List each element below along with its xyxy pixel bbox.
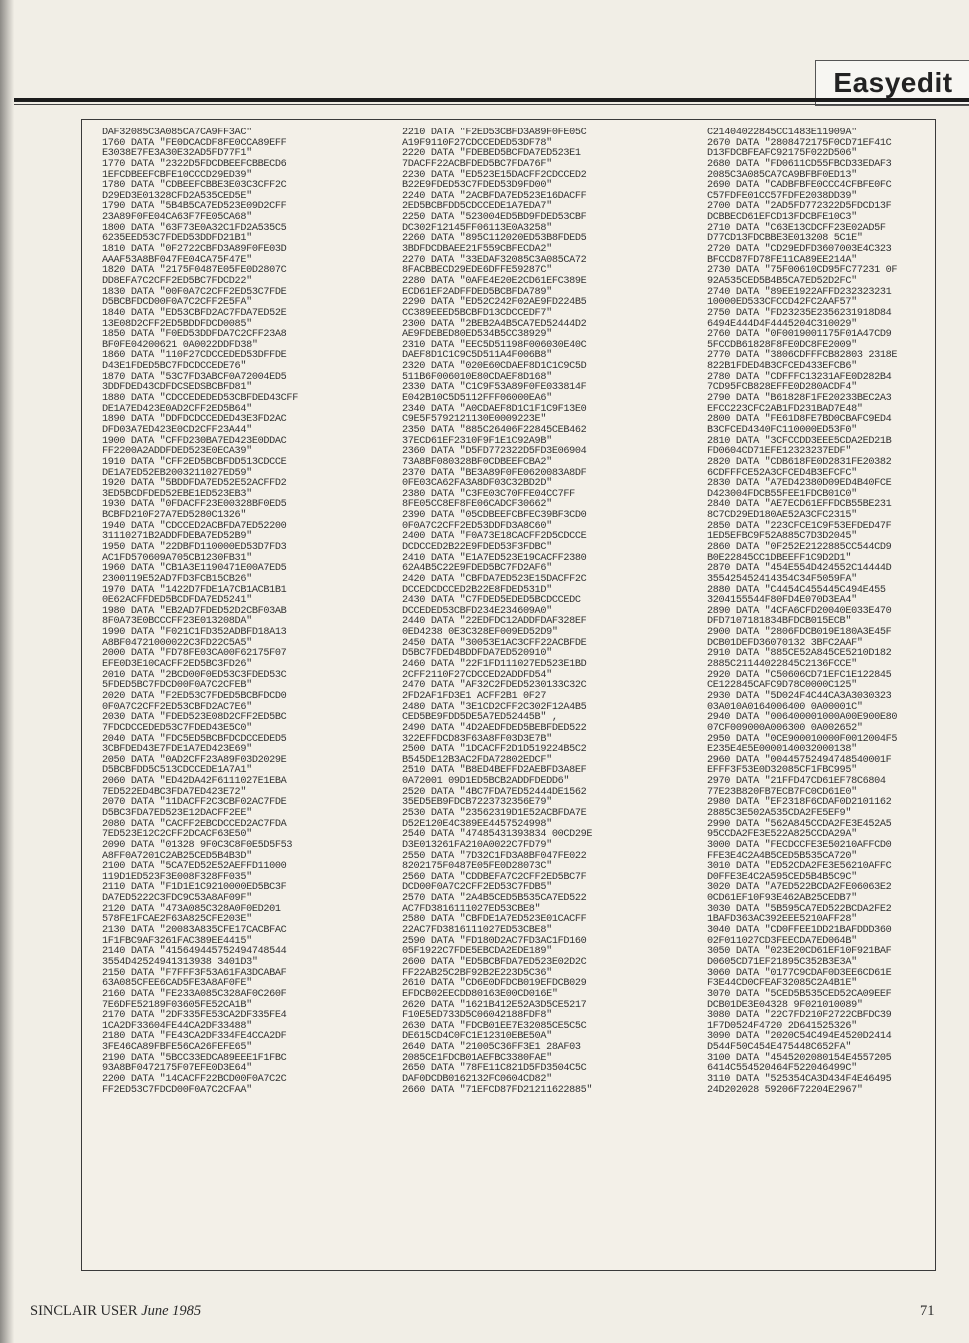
- listing-line: DCDCCED2B22E9FDED53F3FDBC": [402, 541, 552, 553]
- listing-line: 8FE05CC8EF8FE06CADCF30662": [402, 499, 552, 511]
- listing-line: 2290 DATA "ED52C242F02AE9FD224B5: [402, 297, 587, 309]
- listing-line: 2100 DATA "5CA7ED52E52AEFFD11000: [102, 861, 287, 873]
- listing-line: 2200 DATA "14CACFF22BCD00F0A7C2C: [102, 1074, 287, 1086]
- listing-line: 1830 DATA "00F0A7C2CFF2ED53C7FDE: [102, 286, 287, 298]
- listing-line: 2950 DATA "0CE900010000F0012004F5: [707, 733, 898, 745]
- listing-line: DFD7107181834BFDCB015ECB": [707, 616, 852, 628]
- listing-line: 2900 DATA "2806FDCB019E180A3E45F: [707, 627, 892, 639]
- listing-line: 3040 DATA "CD0FFEE1DD21BAFDDD360: [707, 925, 892, 937]
- listing-line: 2960 DATA "00445752494748540001F: [707, 754, 892, 766]
- listing-line: 3090 DATA "2020C54C494E4520D2414: [707, 1031, 892, 1043]
- listing-line: 3050 DATA "023E20CD61EF10F921BAF: [707, 946, 892, 958]
- listing-line: 7DACFF22ACBFDED5BC7FDA76F": [402, 158, 552, 170]
- listing-line: D5BCBFDD5C513CDCCEDE1A7A1": [102, 765, 252, 777]
- listing-line: 2590 DATA "FD180D2AC7FD3AC1FD160: [402, 935, 587, 947]
- listing-line: 2885C21144022845C2136FCCE": [707, 659, 857, 671]
- listing-line: 24D202028 59206F72204E2967": [707, 1084, 863, 1096]
- listing-line: 73A8BF080328BF0CDBEEFCBA2": [402, 456, 552, 468]
- listing-line: DFD03A7ED423E0CD2CFF23A44": [102, 424, 252, 436]
- listing-line: 3100 DATA "4545202080154E4557205: [707, 1052, 892, 1064]
- binding-spine-shadow: [0, 0, 14, 1343]
- listing-line: EFFF3F53E0D32085CF1FBC995": [707, 765, 857, 777]
- listing-line: 2170 DATA "2DF335FE53CA2DF335FE4: [102, 1010, 287, 1022]
- listing-line: 92A535CED5B4B5CA7ED52D2FC": [707, 275, 857, 287]
- listing-line: 2880 DATA "C4454C455445C494E455: [707, 584, 886, 596]
- listing-line: DCB01DEFD36070132 3BFC2AAF": [707, 637, 863, 649]
- listing-line: 3010 DATA "ED52CDA2FE3E56210AFFC: [707, 861, 892, 873]
- listing-line: D3E013261FA210A0022C7FD79": [402, 839, 552, 851]
- listing-line: 2280 DATA "0AFE4E20E2CD61EFC389E: [402, 275, 587, 287]
- listing-line: 2160 DATA "FE233A085C328AF0C260F: [102, 988, 287, 1000]
- listing-line: 03A010A0164006400 0A00001C": [707, 701, 863, 713]
- listing-line: 2CFF2110F27CDCCED2ADDFD54": [402, 669, 552, 681]
- listing-line: 2520 DATA "4BC7FDA7ED52444DE1562: [402, 786, 587, 798]
- listing-line: EFE0D3E10CACFF2ED5BC3FD26": [102, 659, 252, 671]
- listing-column-3: [707, 128, 922, 1096]
- listing-line: D0605CD71EF21895C352B3E3A": [707, 956, 857, 968]
- listing-line: 2300 DATA "2BEB2A4B5CA7ED52444D2: [402, 318, 587, 330]
- listing-line: 1900 DATA "CFFD230BA7ED423E0DDAC: [102, 435, 287, 447]
- listing-line: 2540 DATA "47485431393834 00CD29E: [402, 829, 593, 841]
- listing-line: 2440 DATA "22EDFDC12ADDFDAF328EF: [402, 616, 587, 628]
- listing-line: 1820 DATA "2175F0487E05FE0D2807C: [102, 265, 287, 277]
- listing-line: 3DDFDED43CDFDCSEDSBCBFD81": [102, 382, 252, 394]
- listing-line: 0F0A7C2CFF2ED53CBFD2AC7E6": [102, 701, 252, 713]
- listing-line: 3204155544F80FD4E070D3EA4": [707, 595, 857, 607]
- listing-line: AC1FD570609A705CB1230FB31": [102, 552, 252, 564]
- listing-line: 1940 DATA "CDCCED2ACBFDA7ED52200: [102, 520, 287, 532]
- listing-line: 322EFFDCD83F63A8FF03D3E7B": [402, 733, 552, 745]
- listing-line: 2130 DATA "20083A835CFE17CACBFAC: [102, 925, 287, 937]
- listing-line: 8202175F0487E05FE0D28073C": [402, 861, 552, 873]
- listing-line: A8BF04721000022C3FD22C5A5": [102, 637, 252, 649]
- listing-line: DCCEDCDCCED2B22E8FDED531D": [402, 584, 552, 596]
- header-rule-stub: [14, 101, 32, 102]
- listing-line: 2180 DATA "FE43CA2DF334FE4CCA2DF: [102, 1031, 287, 1043]
- header-rule-thick: [14, 98, 969, 102]
- listing-line: 2570 DATA "2A4B5CED5B535CA7ED522: [402, 893, 587, 905]
- listing-line: 3020 DATA "A7ED522BCDA2FE06063E2: [707, 882, 892, 894]
- listing-line: 2490 DATA "4D2AEDFDED5BEBFDED522: [402, 722, 587, 734]
- listing-line: FD0604CD71EFE12323237EDF": [707, 446, 852, 458]
- listing-line: 0F0A7C2CFF2ED53DDFD3A8C60": [402, 520, 552, 532]
- listing-line: D77CD13FDCBBE3E013208 5C1E": [707, 233, 863, 245]
- listing-line: 2470 DATA "AF32C2FDED5230133C32C: [402, 680, 587, 692]
- listing-line: 6CDFFFCE52A3CFCED4B3EFCFC": [707, 467, 857, 479]
- listing-line: 6235EED53C7FDED53DDFD21B1": [102, 233, 252, 245]
- listing-line: D52E120E4C389EE4457524998": [402, 818, 552, 830]
- listing-line: 2080 DATA "CACFF2EBCDCCED2AC7FDA: [102, 818, 287, 830]
- listing-line: 1ED5EFBC9F52A885C7D3D2045": [707, 531, 857, 543]
- listing-line: D5BCBFDCD00F0A7C2CFF2E5FA": [102, 297, 252, 309]
- listing-line: 2970 DATA "21FFD47CD61EF78C6804: [707, 776, 886, 788]
- listing-line: 2480 DATA "3E1CD2CFF2C302F12A4B5: [402, 701, 587, 713]
- listing-line: 2300119E52AD7FD3FCB15CB26": [102, 573, 252, 585]
- listing-line: 2510 DATA "B8ED4BEFFD2AEBFD3A8EF: [402, 765, 587, 777]
- listing-line: 2220 DATA "FDEBED5BCFDA7ED523E1: [402, 148, 581, 160]
- listing-line: 1790 DATA "5B4B5CA7ED523E09D2CFF: [102, 201, 287, 213]
- listing-line: 0ED4238 0E3C328EF009ED52D9": [402, 627, 558, 639]
- listing-line: 1860 DATA "110F27CDCCEDED53DFFDE: [102, 350, 287, 362]
- listing-line: 2550 DATA "7D32C1FD3A8BF047FE022: [402, 850, 587, 862]
- listing-line: 1EFCDBEEFCBFE10CCCD29ED39": [102, 169, 252, 181]
- listing-line: ECD61EF2ADFFDED5BCBFDA789": [402, 286, 552, 298]
- listing-line: 2ED5BCBFDD5CDCCEDE1A7EDA7": [402, 201, 552, 213]
- listing-line: D29ED3E01328CFD2A535CED5E": [102, 190, 252, 202]
- listing-line: C21404022845CC1483E11909A": [707, 128, 857, 138]
- listing-line: 1780 DATA "CDBEEFCBBE3E03C3CFF2C: [102, 180, 287, 192]
- listing-line: 23A89F0FE04CA63F7FE05CA68": [102, 212, 252, 224]
- listing-line: 2650 DATA "78FE11C821D5FD3504C5C: [402, 1063, 587, 1075]
- listing-line: 2560 DATA "CDDBEFA7C2CFF2ED5BC7F: [402, 871, 587, 883]
- listing-line: DE1A7ED52EB2003211027ED59": [102, 467, 252, 479]
- listing-line: 2260 DATA "895C112020ED53B8FDED5: [402, 233, 587, 245]
- listing-line: 1F7D0524F4720 2D641525326": [707, 1020, 857, 1032]
- listing-line: FF2ED53C7FDCD00F0A7C2CFAA": [102, 1084, 252, 1096]
- listing-line: EFDCB02EECDD80163E00CD016E": [402, 988, 558, 1000]
- listing-line: 2500 DATA "1DCACFF2D1D519224B5C2: [402, 744, 587, 756]
- listing-column-2: [402, 128, 617, 1096]
- listing-line: 7ED522ED4BC3FDA7ED423E72": [102, 786, 247, 798]
- listing-line: 2210 DATA "F2ED53CBFD3A89F0FE05C: [402, 128, 587, 138]
- listing-line: 3CBFDED43E7FDE1A7ED423E69": [102, 744, 252, 756]
- listing-line: 1770 DATA "2322D5FDCDBEEFCBBECD6: [102, 158, 287, 170]
- listing-line: 1960 DATA "CB1A3E1190471E00A7ED5: [102, 563, 287, 575]
- listing-line: 7E6DFE52189F03605FE52CA1B": [102, 999, 252, 1011]
- listing-line: EFCC223CFC2AB1FD231BAD7E48": [707, 403, 863, 415]
- listing-line: 1950 DATA "22DBFD110000ED53D7FD3: [102, 541, 287, 553]
- listing-line: B545DE12B3AC2FDA72802EDCF": [402, 754, 552, 766]
- issue-date: June 1985: [141, 1303, 202, 1319]
- listing-line: AE9FDEBED80ED534B5CC38929": [402, 329, 552, 341]
- listing-line: A19F9110F27CDCCEDED53DF78": [402, 137, 552, 149]
- listing-line: FF2200A2ADDFDED523E0ECA39": [102, 446, 252, 458]
- listing-line: 1BAFD363AC392EEE5210AFF28": [707, 914, 857, 926]
- listing-line: 7ED523E12C2CFF2DCACF63E50": [102, 829, 252, 841]
- listing-line: 3ED5BCDFDED52EBE1ED523EB3": [102, 488, 252, 500]
- listing-line: 3060 DATA "0177C9CDAF0D3EE6CD61E: [707, 967, 892, 979]
- listing-line: 22AC7FD3816111027ED53CBE8": [402, 925, 552, 937]
- listing-line: 2250 DATA "523004ED5BD9FDED53CBF: [402, 212, 587, 224]
- listing-line: 2690 DATA "CADBFBFE0CCC4CFBFE0FC: [707, 180, 892, 192]
- listing-line: 02F011027CD3FEECDA7ED064B": [707, 935, 857, 947]
- listing-line: 2660 DATA "71EFCD87FD21211622885": [402, 1084, 593, 1096]
- listing-line: 2410 DATA "E1A7ED523E19CACFF2380: [402, 552, 587, 564]
- listing-line: FFE3E4C2A4B5CED5B535CA720": [707, 850, 857, 862]
- listing-line: D5BC3FDA7ED523E12DACFF2EE": [102, 808, 252, 819]
- listing-line: 2000 DATA "FD78FE03CA00F62175F07: [102, 648, 287, 660]
- listing-line: 2600 DATA "ED5BCBFDA7ED523E02D2C: [402, 956, 587, 968]
- listing-line: 2850 DATA "223CFCE1C9F53EFDED47F: [707, 520, 892, 532]
- listing-line: 2085C3A085CA7CA9BFBF0ED13": [707, 169, 857, 181]
- publication-name: SINCLAIR USER: [30, 1303, 138, 1319]
- listing-line: 2790 DATA "B61828F1FE20233BEC2A3: [707, 393, 892, 405]
- listing-line: DCBBECD61EFCD13FDCBFE10C3": [707, 212, 857, 224]
- listing-line: 2350 DATA "885C26406F22845CEB462: [402, 424, 587, 436]
- listing-line: 2630 DATA "FDCB01EE7E32085CE5C5C: [402, 1020, 587, 1032]
- listing-line: AC7FD3816111027ED53CBE8": [402, 903, 541, 915]
- listing-line: 3110 DATA "525354CA3D434F4E46495: [707, 1074, 892, 1086]
- listing-line: 1880 DATA "CDCCEDEDED53CBFDED43CFF: [102, 393, 298, 405]
- listing-line: 77E23B820FB7ECB7FC0CD61E0": [707, 786, 857, 798]
- listing-line: 2450 DATA "30053E1AC3CFF22ACBFDE: [402, 637, 587, 649]
- listing-line: 2010 DATA "2BCD00F0ED53C3FDED53C: [102, 669, 287, 681]
- listing-line: 2240 DATA "2ACBFDA7ED523E16DACFF: [402, 190, 587, 202]
- listing-line: DAEF8D1C1C9C5D511A4F006B8": [402, 350, 552, 362]
- listing-line: 511B6F006010E80CDAEF8D168": [402, 371, 552, 383]
- listing-line: C9E5F5792121130E0009223E": [402, 414, 547, 426]
- header-rule-thin: [14, 104, 969, 105]
- listing-line: 2640 DATA "21005C36FF3E1 28AF03: [402, 1042, 581, 1054]
- listing-line: 31110271B2ADDFDEBA7ED52B9": [102, 531, 252, 543]
- listing-line: 95CCDA2FE3E522A825CCDA29A": [707, 829, 857, 841]
- listing-line: D423004FDCB55FEE1FDCB01C0": [707, 488, 857, 500]
- listing-line: 3030 DATA "5B595CA7ED522BCDA2FE2: [707, 903, 892, 915]
- listing-line: E3038E7FE3A30E32AD5FD77F1": [102, 148, 252, 160]
- listing-line: B0E22845CC1DBEEFF1C9D2D1": [707, 552, 852, 564]
- listing-line: 8FACBBECD29EDE6DFFE59287C": [402, 265, 552, 277]
- listing-line: DAF32085C3A085CA7CA9FF3AC": [102, 128, 252, 138]
- listing-line: 63A085CFEE6CAD5FE3A8AF0FE": [102, 978, 252, 990]
- listing-line: 1840 DATA "ED53CBFD2AC7FDA7ED52E: [102, 307, 287, 319]
- listing-line: 2270 DATA "33EDAF32085C3A085CA72: [402, 254, 587, 266]
- listing-line: 2150 DATA "F7FFF3F53A61FA3DCABAF: [102, 967, 287, 979]
- listing-line: DC302F12145FF06113E0A3258": [402, 222, 552, 234]
- listing-line: DCB01DE3E04328 9F021010089": [707, 999, 863, 1011]
- listing-line: 1980 DATA "EB2AD7FDED52D2CBF03AB: [102, 605, 287, 617]
- listing-line: 7FDCDCCEDED53C7FDED43E5C0": [102, 722, 252, 734]
- listing-line: 578FE1FCAE2F63A825CFE203E": [102, 914, 252, 926]
- section-title: Easyedit: [833, 67, 953, 98]
- listing-line: 2750 DATA "FD23235E2356231918D84: [707, 307, 892, 319]
- listing-line: 2380 DATA "C3FE03C70FFE04CC7FF: [402, 488, 575, 500]
- listing-line: DAF0DCDB0162132FC0604CD82": [402, 1074, 552, 1086]
- listing-line: A8FF0A7201C2AB25CED5B4B3D": [102, 850, 252, 862]
- listing-line: 2810 DATA "3CFCCDD3EEE5CDA2ED21B: [707, 435, 892, 447]
- listing-line: 2940 DATA "006400001000A00E900E80: [707, 712, 898, 724]
- listing-line: F3E44CD0CFEAF32085C2A4B1E": [707, 978, 857, 990]
- listing-line: 2885C3E502A535CDA2FE5EF9": [707, 808, 852, 819]
- listing-line: 3BDFDCDBAEE21F559CBFECDA2": [402, 244, 552, 256]
- listing-line: 3070 DATA "5CED5B535CED52CA09EEF: [707, 988, 892, 1000]
- listing-line: 3554D42524941313938 3401D3": [102, 956, 258, 968]
- listing-line: AAAF53A8BF047FE04CA75F47E": [102, 254, 252, 266]
- listing-line: 2870 DATA "454E554D424552C14444D: [707, 563, 892, 575]
- listing-line: 2680 DATA "FD0611CD55FBCD33EDAF3: [707, 158, 892, 170]
- listing-line: 1760 DATA "FE0DCACDF8FE0CCA89EFF: [102, 137, 287, 149]
- listing-line: 2990 DATA "562A845CCDA2FE3E452A5: [707, 818, 892, 830]
- listing-line: 0FE03CA62FA3A8DF03C32BD2D": [402, 478, 552, 490]
- listing-line: D544F50C454E475448C652FA": [707, 1042, 852, 1054]
- listing-line: 2800 DATA "FE61D8FE7BD0CBAFC9ED4: [707, 414, 892, 426]
- listing-line: 2120 DATA "473A085C328A0F0ED201: [102, 903, 281, 915]
- listing-line: DE1A7ED423E0AD2CFF2ED5B64": [102, 403, 252, 415]
- listing-line: 2FD2AF1FD3E1 ACFF2B1 0F27: [402, 690, 547, 702]
- listing-line: 62A4B5C22E9FDED5BC7FD2AF6": [402, 563, 552, 575]
- listing-line: 0CD61EF10F93E462AB25CEDB7": [707, 893, 857, 905]
- listing-line: 2720 DATA "CD29EDFD3607003E4C323: [707, 244, 892, 256]
- listing-line: 10000ED533CFCCD42FC2AAF57": [707, 297, 857, 309]
- listing-line: 2050 DATA "0AD2CFF23A89F03D2029E: [102, 754, 287, 766]
- listing-line: 37ECD61EF2310F9F1E1C92A9B": [402, 435, 552, 447]
- listing-line: 2530 DATA "23562319D1E52ACBFDA7E: [402, 808, 587, 819]
- listing-line: 2310 DATA "EEC5D51198F006030E40C: [402, 339, 587, 351]
- listing-line: 35ED5EB9FDCB7223732356E79": [402, 797, 552, 809]
- listing-line: 13E08D2CFF2ED5BDDFDCD0085": [102, 318, 252, 330]
- listing-line: 822B1FDED4B3CFCED433EFCB6": [707, 361, 857, 373]
- listing-line: 2340 DATA "A0CDAEF8D1C1F1C9F13E0: [402, 403, 587, 415]
- listing-line: 0A72001 09D1ED5BCB2ADDFDEDD6": [402, 776, 570, 788]
- listing-line: D0FFE3E4C2A595CED5B4B5C9C": [707, 871, 857, 883]
- listing-line: 2930 DATA "5D024F4C44CA3A3030323: [707, 690, 892, 702]
- listing-line: 1850 DATA "F0ED53DDFDA7C2CFF23A8: [102, 329, 287, 341]
- listing-column-1: [102, 128, 317, 1096]
- listing-line: 6414C554520464F522046499C": [707, 1063, 857, 1075]
- listing-line: 2420 DATA "CBFDA7ED523E15DACFF2C: [402, 573, 587, 585]
- listing-line: 2190 DATA "5BCC33EDCA89EEE1F1FBC: [102, 1052, 287, 1064]
- listing-line: 1890 DATA "DDFDCDCCEDED43E3FD2AC: [102, 414, 287, 426]
- listing-line: CE122845CAFC9D78C0000C125": [707, 680, 857, 692]
- listing-line: 2700 DATA "2AD5FD772322D5FDCD13F: [707, 201, 892, 213]
- listing-line: DD8EFA7C2CFF2ED5BC7FDCD22": [102, 275, 252, 287]
- listing-line: 1920 DATA "5BDDFDA7ED52E52ACFFD2: [102, 478, 287, 490]
- listing-line: 2400 DATA "F0A73E18CACFF2D5CDCCE: [402, 531, 587, 543]
- listing-line: 2740 DATA "89EE1922AFFD232323231: [707, 286, 892, 298]
- listing-line: 2070 DATA "11DACFF2C3CBF02AC7FDE: [102, 797, 287, 809]
- listing-line: BF0FE04200621 0A0022DDFD38": [102, 339, 258, 351]
- listing-line: 2910 DATA "885CE52A845CE5210D182: [707, 648, 892, 660]
- listing-line: F10E5ED733D5C06042188FDF8": [402, 1010, 552, 1022]
- listing-line: FF22AB25C2BF92B2E223D5C36": [402, 967, 552, 979]
- listing-line: BFCCD87FD78FE11CA89EE214A": [707, 254, 857, 266]
- program-listing-box: [81, 119, 936, 1271]
- listing-line: DCCEDED53CBFD234E234609A0": [402, 605, 552, 617]
- listing-line: 2760 DATA "0F0019001175F01A47CD9: [707, 329, 892, 341]
- listing-line: 5FCCDB61828F8FE0DC8FE2009": [707, 339, 857, 351]
- listing-line: 2360 DATA "D5FD772322D5FD3E06904: [402, 446, 587, 458]
- listing-line: 2610 DATA "CD6E0DFDCB019EFDCB029: [402, 978, 587, 990]
- listing-line: 2710 DATA "C63E13CDCFF23E02AD5F: [707, 222, 886, 234]
- listing-line: 3FE46CA89FBFE56CA26FEFE65": [102, 1042, 252, 1054]
- listing-line: DE615CD4C0FC1E12310EBE50A": [402, 1031, 552, 1043]
- footer-publication-line: [30, 1303, 201, 1320]
- listing-line: 2320 DATA "020E60CDAEF8D1C1C9C5D: [402, 361, 587, 373]
- listing-line: B22E9FDED53C7FDED53D9FD00": [402, 180, 552, 192]
- listing-line: 1F1FBC9AF3261FAC389EE4415": [102, 935, 252, 947]
- listing-line: 2230 DATA "ED523E15DACFF2CDCCED2: [402, 169, 587, 181]
- listing-line: 1990 DATA "F021C1FD352ADBFD18A13: [102, 627, 287, 639]
- listing-line: CED5BE9FDD5DE5A7ED52445B" ,: [402, 712, 558, 724]
- listing-line: 2620 DATA "1621B412E52A3D5CE5217: [402, 999, 587, 1011]
- listing-line: 1910 DATA "CFF2ED5BCBFDD513CDCCE: [102, 456, 287, 468]
- listing-line: 355425452414354C34F5059FA": [707, 573, 857, 585]
- listing-line: BCBFD210F27A7ED5280C1326": [102, 510, 247, 522]
- listing-line: 8F0A73E0BCCCFF23E013208DA": [102, 616, 252, 628]
- listing-line: 0E62ACFFDED5BCDFDA7ED5241": [102, 595, 252, 607]
- listing-line: 2430 DATA "C7FDED5EDED5BCDCCEDC: [402, 595, 581, 607]
- listing-line: DCD00F0A7C2CFF2ED53C7FDB5": [402, 882, 552, 894]
- page-number: 71: [920, 1303, 935, 1319]
- listing-line: 2840 DATA "AE7ECD61EFFDCB55BE231: [707, 499, 892, 511]
- listing-line: 2060 DATA "ED42DA42F6111027E1EBA: [102, 776, 287, 788]
- listing-line: DA7ED5222C3FDC9C53A8AF09F": [102, 893, 252, 905]
- listing-line: 1870 DATA "53C7FD3ABCF0A72004ED5: [102, 371, 287, 383]
- listing-line: E042B10C5D5112FFF06000EA6": [402, 393, 552, 405]
- listing-line: D13FDCBFEAFC92175F022D506": [707, 148, 857, 160]
- listing-line: 2020 DATA "F2ED53C7FDED5BCBFDCD0: [102, 690, 287, 702]
- listing-line: 2770 DATA "3806CDFFFCB82803 2318E: [707, 350, 898, 362]
- listing-line: 2090 DATA "01328 9F0C3C8F0E5D5F53: [102, 839, 293, 851]
- listing-line: 2780 DATA "CDFFFC13231AFE0D282B4: [707, 371, 892, 383]
- listing-line: 2860 DATA "0F252E2122885CC544CD9: [707, 541, 892, 553]
- listing-line: 2670 DATA "2808472175F0CD71EF41C: [707, 137, 892, 149]
- listing-line: 5FDED5BC7FDCD00F0A7C2CFEB": [102, 680, 252, 692]
- listing-line: 7CD95FCB828EFFE0D280ACDF4": [707, 382, 857, 394]
- listing-line: 2140 DATA "415649445752494748544: [102, 946, 287, 958]
- listing-line: 2580 DATA "CBFDE1A7ED523E01CACFF: [402, 914, 587, 926]
- listing-line: 8C7CD29ED180AE52A3CFC2315": [707, 510, 857, 522]
- listing-line: 2980 DATA "EF2318F6CDAF0D2101162: [707, 797, 892, 809]
- listing-line: 07CF009000A006300 0A002652": [707, 722, 863, 734]
- listing-line: 1810 DATA "0F2722CBFD3A89F0FE03D: [102, 244, 287, 256]
- listing-line: D5BC7FDED4BDDFDA7ED520910": [402, 648, 552, 660]
- listing-line: 119D1ED523F3E008F328FF035": [102, 871, 252, 883]
- listing-line: 2330 DATA "C1C9F53A89F0FE033814F: [402, 382, 587, 394]
- listing-line: 2370 DATA "BE3A89F0FE0620083A8DF: [402, 467, 587, 479]
- listing-line: 2030 DATA "FDED523E08D2CFF2ED5BC: [102, 712, 287, 724]
- listing-line: 2920 DATA "C50606CD71EFC1E122845: [707, 669, 892, 681]
- listing-line: 1800 DATA "63F73E0A32C1FD2A535C5: [102, 222, 287, 234]
- listing-line: 1CA2DF33604FE44CA2DF33488": [102, 1020, 252, 1032]
- listing-line: 05F1922C7FDE5EBCDA2EDE189": [402, 946, 552, 958]
- listing-line: 6494E444D4F4445204C310029": [707, 318, 857, 330]
- listing-line: 3000 DATA "FECDCCFE3E50210AFFCD0: [707, 839, 892, 851]
- listing-line: 2830 DATA "A7ED42380D09ED4B40FCE: [707, 478, 892, 490]
- listing-line: B3CFCED4340FC110000ED53F0": [707, 424, 857, 436]
- listing-line: CC389EEED5BCBFD13CDCCEDF7": [402, 307, 552, 319]
- listing-line: D43E1FDED5BC7FDCDCCEDE76": [102, 361, 247, 373]
- listing-line: 2110 DATA "F1D1E1C9210000ED5BC3F: [102, 882, 287, 894]
- listing-line: 1970 DATA "1422D7FDE1A7CB1ACB1B1: [102, 584, 287, 596]
- listing-line: C57FDFE01CC57FDFE2038DD39": [707, 190, 857, 202]
- listing-line: 2040 DATA "FDC5ED5BCBFDCDCCEDED5: [102, 733, 287, 745]
- listing-line: 2390 DATA "05CDBEEFCBFEC39BF3CD0: [402, 510, 587, 522]
- listing-line: E235E4E5E0000140032000138": [707, 744, 857, 756]
- listing-line: 2890 DATA "4CFA6CFD20040E033E470: [707, 605, 892, 617]
- listing-line: 93A8BF0472175F07EFE0D3E64": [102, 1063, 252, 1075]
- listing-line: 2085CE1FDCB01AEFBC3380FAE": [402, 1052, 552, 1064]
- listing-line: 1930 DATA "0FDACFF23E00328BF0ED5: [102, 499, 287, 511]
- listing-line: 3080 DATA "22C7FD210F2722CBFDC39: [707, 1010, 892, 1022]
- listing-line: 2730 DATA "75F00610CD95FC77231 0F: [707, 265, 898, 277]
- listing-line: 2460 DATA "22F1FD111027ED523E1BD: [402, 659, 587, 671]
- listing-line: 2820 DATA "CDB618FE0D2831FE20382: [707, 456, 892, 468]
